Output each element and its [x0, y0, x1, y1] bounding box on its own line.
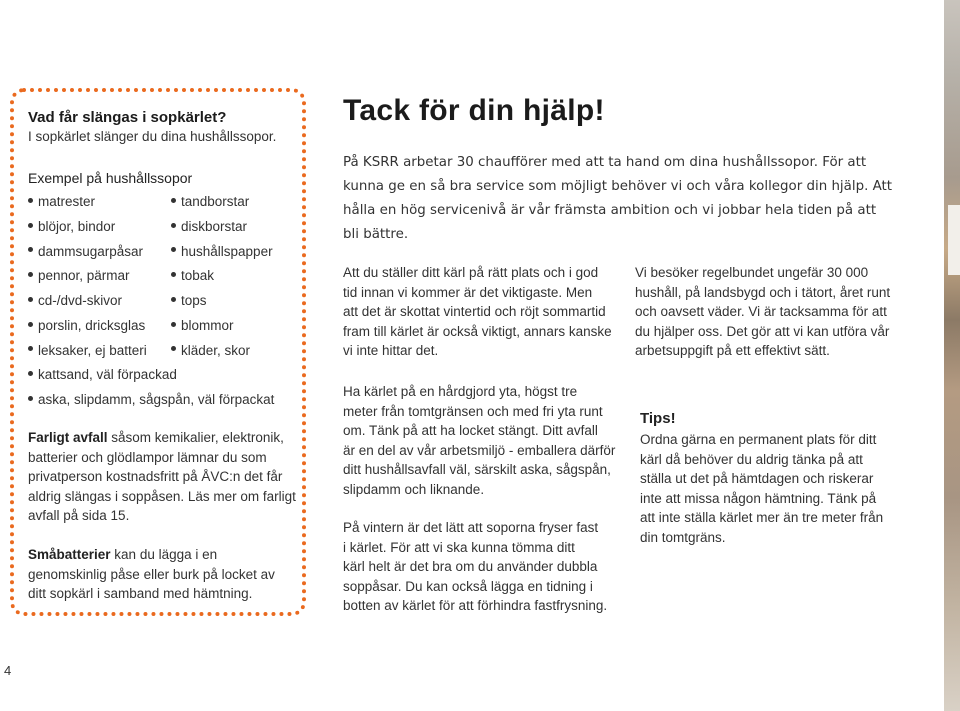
bullet-icon — [171, 322, 176, 327]
bullet-icon — [171, 198, 176, 203]
bullet-icon — [28, 198, 33, 203]
example-item: pennor, pärmar — [28, 268, 130, 283]
example-item: kattsand, väl förpackad — [28, 367, 177, 382]
example-item: tobak — [171, 268, 214, 283]
box-title: Vad får slängas i sopkärlet? — [28, 109, 227, 126]
bullet-icon — [171, 272, 176, 277]
bullet-icon — [171, 346, 176, 351]
page-number: 4 — [4, 663, 12, 678]
surface-paragraph: Ha kärlet på en hårdgjord yta, högst tre meter från tomtgränsen och med fri yta runt om. Tänk på att ha locket stängt. Ditt avfall är en del av vår arbetsmiljö - emballera därför ditt hushållsavfall väl, särskilt aska, sågspån, slipdamm och liknande. — [343, 384, 616, 497]
bullet-icon — [171, 247, 176, 252]
page-title: Tack för din hjälp! — [343, 94, 605, 127]
example-item: tandborstar — [171, 194, 249, 209]
examples-heading: Exempel på hushållssopor — [28, 170, 193, 186]
example-item: diskborstar — [171, 219, 247, 234]
battery-paragraph: Småbatterier kan du lägga i en genomskinlig påse eller burk på locket av ditt sopkärl i samband med hämtning. — [28, 547, 275, 601]
hazard-bold: Farligt avfall — [28, 430, 108, 445]
tips-heading: Tips! — [640, 410, 676, 427]
winter-paragraph: På vintern är det lätt att soporna fryser fast i kärlet. För att vi ska kunna tömma ditt kärl helt är det bra om du använder dubbla soppåsar. Du kan också lägga en tidning i botten av kärlet för att förhindra fastfrysning. — [343, 520, 608, 613]
tips-paragraph: Ordna gärna en permanent plats för ditt kärl då behöver du aldrig tänka på att ställa ut det på hämtdagen och riskerar inte att missa någon hämtning. Tänk på att inte ställa kärlet mer än tre meter från din tomtgräns. — [640, 432, 884, 545]
bullet-icon — [28, 371, 33, 376]
bullet-icon — [28, 322, 33, 327]
box-subtitle: I sopkärlet slänger du dina hushållssopor. — [28, 129, 277, 144]
bullet-icon — [28, 223, 33, 228]
bullet-icon — [28, 247, 33, 252]
bullet-icon — [28, 396, 33, 401]
battery-bold: Småbatterier — [28, 547, 111, 562]
placement-paragraph: Att du ställer ditt kärl på rätt plats och i god tid innan vi kommer är det viktigaste. Men att det är skottat vintertid och röjt sommartid fram till kärlet är också viktigt, annars kanske vi inte hittar det. — [343, 265, 612, 358]
example-item: aska, slipdamm, sågspån, väl förpackat — [28, 392, 274, 407]
bullet-icon — [171, 223, 176, 228]
example-item: hushållspapper — [171, 244, 273, 259]
example-item: dammsugarpåsar — [28, 244, 143, 259]
example-item: blommor — [171, 318, 234, 333]
bullet-icon — [28, 346, 33, 351]
bullet-icon — [171, 297, 176, 302]
visits-paragraph: Vi besöker regelbundet ungefär 30 000 hushåll, på landsbygd och i tätort, året runt och oavsett väder. Vi är tacksamma för att du hjälper oss. Det gör att vi kan utföra vår arbetsuppgift på ett effektivt sätt. — [635, 265, 891, 358]
bullet-icon — [28, 272, 33, 277]
example-item: porslin, dricksglas — [28, 318, 145, 333]
example-item: cd-/dvd-skivor — [28, 293, 122, 308]
example-item: leksaker, ej batteri — [28, 343, 147, 358]
photo-edge — [944, 0, 960, 711]
bullet-icon — [28, 297, 33, 302]
intro-paragraph: På KSRR arbetar 30 chaufförer med att ta hand om dina hushållssopor. För att kunna ge en så bra service som möjligt behöver vi och våra kollegor din hjälp. Att hålla en hög servicenivå är vår främsta ambition och vi jobbar hela tiden på att bli bättre. — [343, 155, 893, 242]
hazard-paragraph: Farligt avfall såsom kemikalier, elektronik, batterier och glödlampor lämnar du som privatperson kostnadsfritt på ÅVC:n det får aldrig slängas i soppåsen. Läs mer om farligt avfall på sida 15. — [28, 430, 296, 523]
example-item: tops — [171, 293, 207, 308]
example-item: kläder, skor — [171, 343, 250, 358]
example-item: matrester — [28, 194, 95, 209]
example-item: blöjor, bindor — [28, 219, 115, 234]
